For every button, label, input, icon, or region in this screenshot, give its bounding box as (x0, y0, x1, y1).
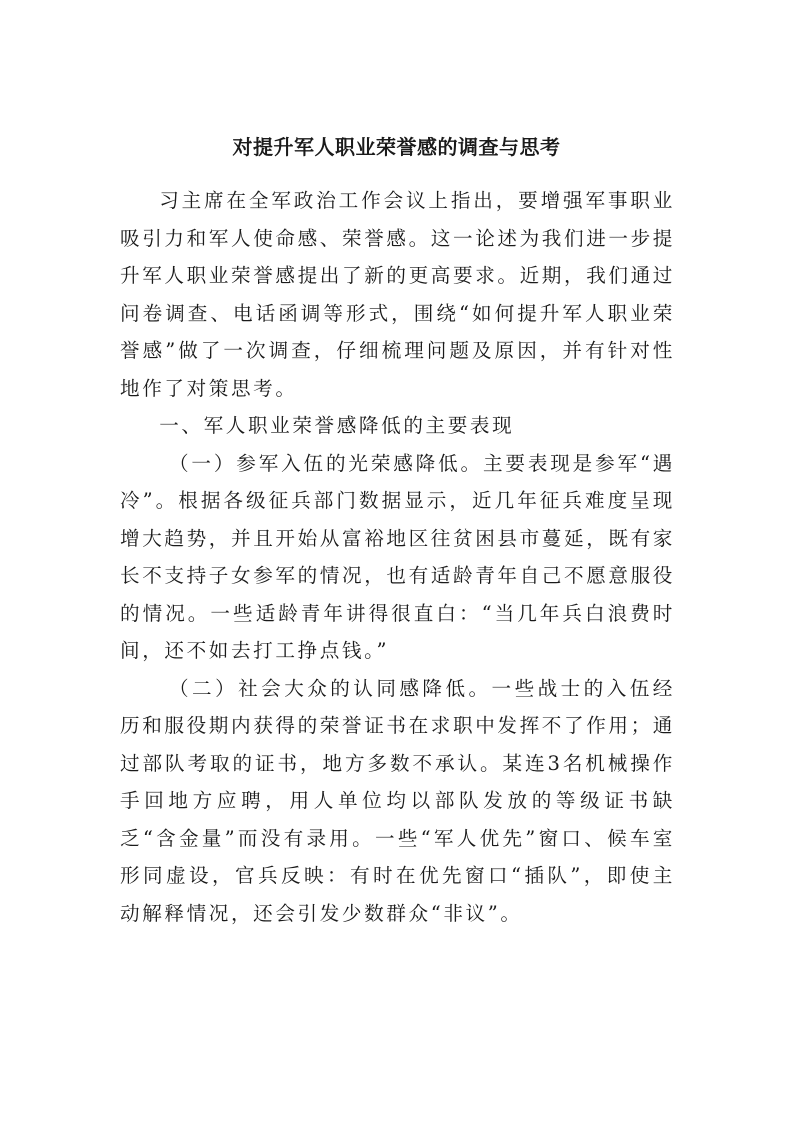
section-heading: 一、军人职业荣誉感降低的主要表现 (159, 414, 515, 437)
document-title: 对提升军人职业荣誉感的调查与思考 (232, 135, 561, 159)
subsection-paragraph-2: （二）社会大众的认同感降低。一些战士的入伍经历和服役期内获得的荣誉证书在求职中发挥不了作用；通过部队考取的证书，地方多数不承认。某连3名机械操作手回地方应聘，用人单位均以部队发放的等级证书缺乏“含金量”而没有录用。一些“军人优先”窗口、候车室形同虚设，官兵反映：有时在优先窗口“插队”，即使主动解释情况，还会引发少数群众“非议”。 (120, 676, 675, 925)
subsection-paragraph-1: （一）参军入伍的光荣感降低。主要表现是参军“遇冷”。根据各级征兵部门数据显示，近几年征兵难度呈现增大趋势，并且开始从富裕地区往贫困县市蔓延，既有家长不支持子女参军的情况，也有适龄青年自己不愿意服役的情况。一些适龄青年讲得很直白：“当几年兵白浪费时间，还不如去打工挣点钱。” (120, 451, 675, 662)
intro-paragraph: 习主席在全军政治工作会议上指出，要增强军事职业吸引力和军人使命感、荣誉感。这一论述为我们进一步提升军人职业荣誉感提出了新的更高要求。近期，我们通过问卷调查、电话函调等形式，围绕“如何提升军人职业荣誉感”做了一次调查，仔细梳理问题及原因，并有针对性地作了对策思考。 (120, 189, 675, 400)
document-body (120, 182, 675, 932)
